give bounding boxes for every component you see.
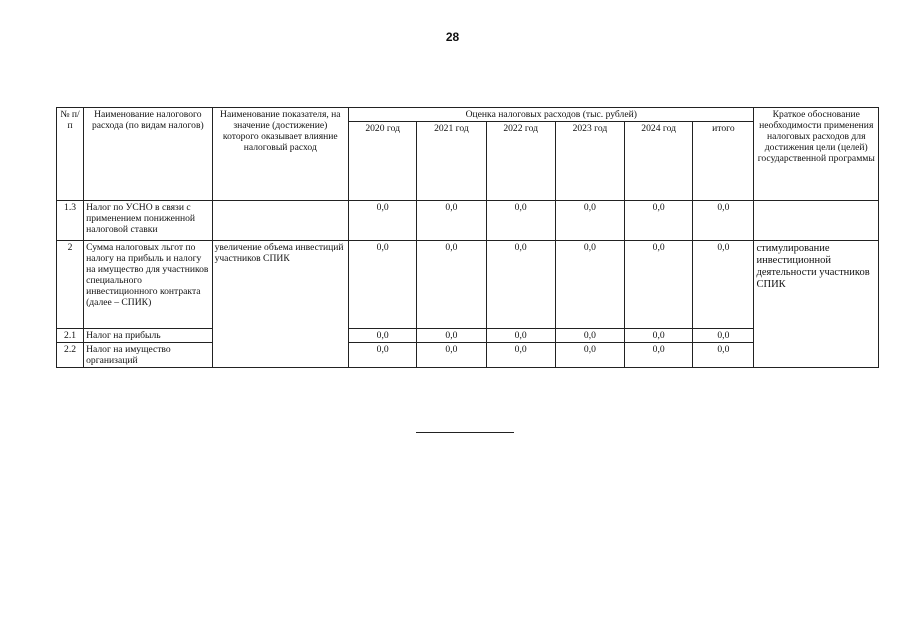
row-justification: стимулирование инвестиционной деятельности участников СПИК (754, 241, 879, 368)
row-value: 0,0 (349, 201, 417, 241)
header-year: 2021 год (417, 122, 486, 201)
row-value: 0,0 (625, 241, 693, 329)
row-name: Налог на прибыль (84, 329, 212, 343)
header-year: 2023 год (555, 122, 624, 201)
row-value: 0,0 (693, 241, 754, 329)
row-indicator: увеличение объема инвестиций участников СПИК (212, 241, 348, 368)
row-value: 0,0 (349, 329, 417, 343)
row-value: 0,0 (417, 329, 486, 343)
footer-divider (416, 432, 514, 433)
row-value: 0,0 (486, 343, 555, 368)
header-year: 2024 год (625, 122, 693, 201)
row-num: 2.2 (57, 343, 84, 368)
tax-expenditure-table (56, 107, 879, 368)
row-value: 0,0 (625, 343, 693, 368)
row-value: 0,0 (486, 201, 555, 241)
row-name: Налог по УСНО в связи с применением пониженной налоговой ставки (84, 201, 212, 241)
table-row (57, 201, 879, 241)
header-year: 2020 год (349, 122, 417, 201)
header-total: итого (693, 122, 754, 201)
row-value: 0,0 (417, 343, 486, 368)
row-name: Налог на имущество организаций (84, 343, 212, 368)
row-value: 0,0 (349, 241, 417, 329)
row-name: Сумма налоговых льгот по налогу на прибыль и налогу на имущество для участников специального инвестиционного контракта (далее – СПИК) (84, 241, 212, 329)
table-row (57, 241, 879, 329)
row-num: 2 (57, 241, 84, 329)
row-justification (754, 201, 879, 241)
row-value: 0,0 (555, 343, 624, 368)
row-value: 0,0 (486, 241, 555, 329)
page-number: 28 (445, 30, 460, 44)
row-value: 0,0 (349, 343, 417, 368)
row-value: 0,0 (555, 329, 624, 343)
row-value: 0,0 (625, 329, 693, 343)
header-year: 2022 год (486, 122, 555, 201)
header-justification: Краткое обоснование необходимости применения налоговых расходов для достижения цели (целей) государственной программы (754, 108, 879, 201)
header-name: Наименование налогового расхода (по видам налогов) (84, 108, 212, 201)
row-value: 0,0 (417, 201, 486, 241)
row-num: 2.1 (57, 329, 84, 343)
header-estimate: Оценка налоговых расходов (тыс. рублей) (349, 108, 754, 122)
row-value: 0,0 (486, 329, 555, 343)
row-value: 0,0 (555, 241, 624, 329)
row-num: 1.3 (57, 201, 84, 241)
header-indicator: Наименование показателя, на значение (достижение) которого оказывает влияние налоговый расход (212, 108, 348, 201)
row-value: 0,0 (555, 201, 624, 241)
row-value: 0,0 (625, 201, 693, 241)
header-num: № п/п (57, 108, 84, 201)
header-row (57, 108, 879, 122)
row-value: 0,0 (693, 201, 754, 241)
row-indicator (212, 201, 348, 241)
row-value: 0,0 (417, 241, 486, 329)
row-value: 0,0 (693, 329, 754, 343)
row-value: 0,0 (693, 343, 754, 368)
